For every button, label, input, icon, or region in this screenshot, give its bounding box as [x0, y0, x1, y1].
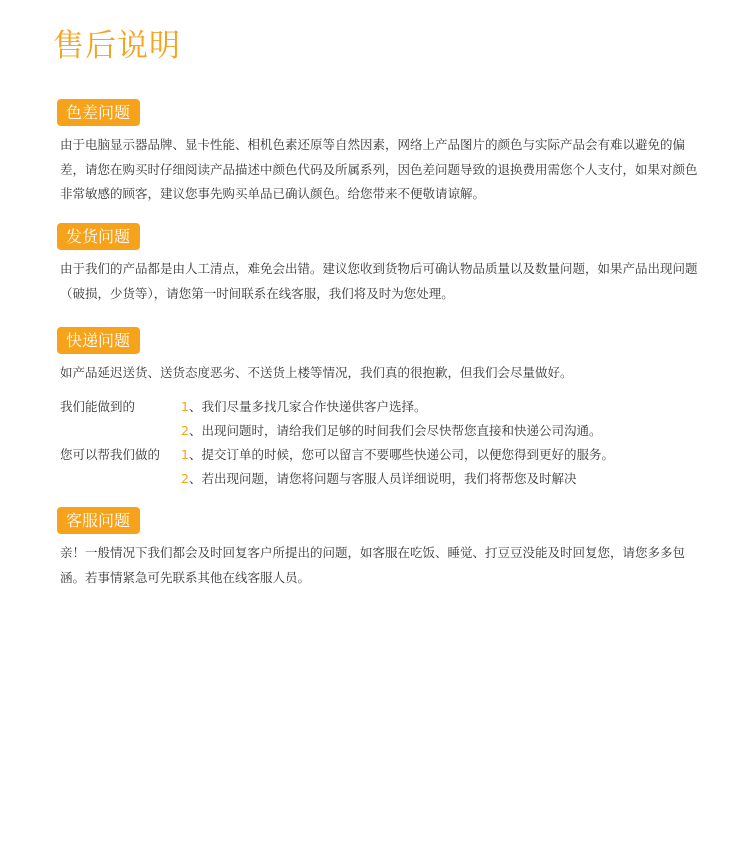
list-item [181, 443, 614, 467]
item-number: 2 [181, 423, 189, 438]
item-text: 、出现问题时，请给我们足够的时间我们会尽快帮您直接和快递公司沟通。 [188, 423, 602, 438]
item-number: 1 [181, 447, 189, 462]
section-heading-color: 色差问题 [57, 99, 140, 126]
item-text: 、提交订单的时候，您可以留言不要哪些快递公司，以便您得到更好的服务。 [188, 447, 614, 462]
item-text: 、我们尽量多找几家合作快递供客户选择。 [188, 399, 427, 414]
section-heading-service: 客服问题 [57, 507, 140, 534]
item-number: 1 [181, 399, 189, 414]
section-text-color: 由于电脑显示器品牌、显卡性能、相机色素还原等自然因素，网络上产品图片的颜色与实际产品会有难以避免的偏差，请您在购买时仔细阅读产品描述中颜色代码及所属系列，因色差问题导致的退换费用需您个人支付，如果对颜色非常敏感的顾客，建议您事先购买单品已确认颜色。给您带来不便敬请谅解。 [60, 137, 698, 201]
section-text-service: 亲！一般情况下我们都会及时回复客户所提出的问题，如客服在吃饭、睡觉、打豆豆没能及时回复您，请您多多包涵。若事情紧急可先联系其他在线客服人员。 [60, 545, 686, 585]
section-heading-shipping: 发货问题 [57, 223, 140, 250]
you-can-label: 您可以帮我们做的 [60, 447, 161, 462]
section-heading-express: 快递问题 [57, 327, 140, 354]
list-item [181, 467, 576, 491]
section-text-shipping: 由于我们的产品都是由人工清点，难免会出错。建议您收到货物后可确认物品质量以及数量问题，如果产品出现问题（破损，少货等），请您第一时间联系在线客服，我们将及时为您处理。 [60, 261, 698, 301]
item-text: 、若出现问题，请您将问题与客服人员详细说明，我们将帮您及时解决 [188, 471, 577, 486]
list-item [181, 395, 426, 419]
item-number: 2 [181, 471, 189, 486]
express-intro: 如产品延迟送货、送货态度恶劣、不送货上楼等情况，我们真的很抱歉，但我们会尽量做好。 [60, 365, 573, 380]
page-title: 售后说明 [53, 28, 181, 64]
list-item [181, 419, 601, 443]
we-can-label: 我们能做到的 [60, 399, 136, 414]
